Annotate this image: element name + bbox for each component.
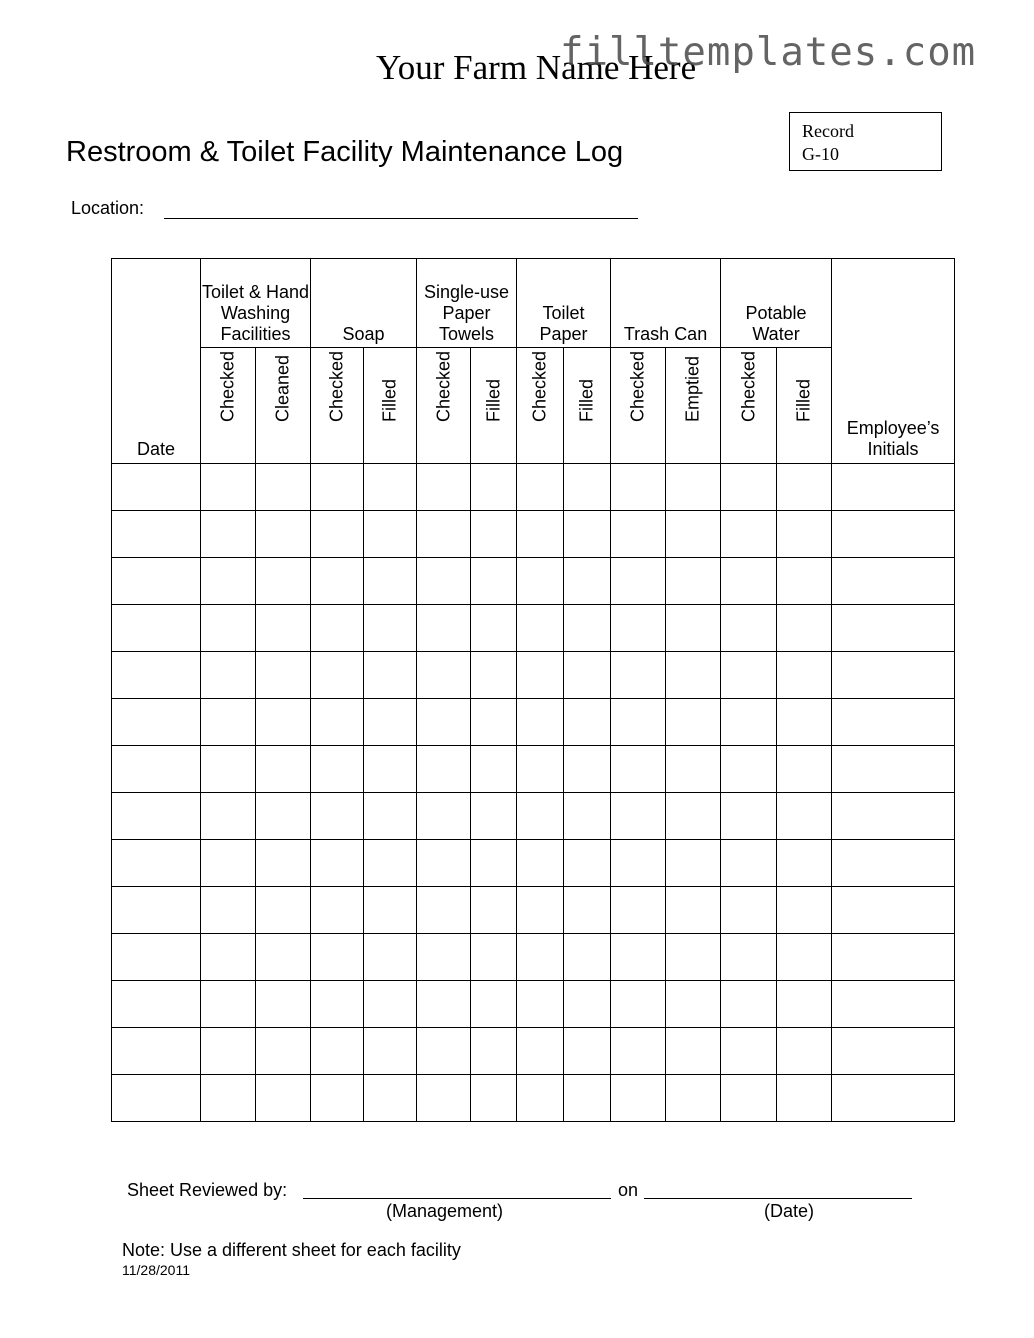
log-entry-cell[interactable] (517, 840, 564, 887)
log-entry-cell[interactable] (417, 934, 471, 981)
log-entry-cell[interactable] (517, 652, 564, 699)
review-date-field[interactable] (644, 1198, 912, 1199)
log-entry-cell[interactable] (832, 464, 955, 511)
log-entry-cell[interactable] (721, 1028, 777, 1075)
log-entry-cell[interactable] (611, 464, 666, 511)
maintenance-log-table (111, 258, 955, 1122)
sub-column-label: Filled (483, 378, 504, 422)
location-label: Location: (71, 198, 145, 218)
sub-column-label: Filled (576, 378, 597, 422)
log-entry-cell[interactable] (364, 840, 417, 887)
log-entry-cell[interactable] (666, 793, 721, 840)
log-entry-cell[interactable] (364, 464, 417, 511)
log-entry-cell[interactable] (201, 1075, 256, 1122)
sub-column-label: Checked (217, 350, 238, 422)
sub-column-header (364, 348, 417, 464)
log-entry-cell[interactable] (666, 464, 721, 511)
log-entry-cell[interactable] (832, 887, 955, 934)
log-entry-cell[interactable] (777, 981, 832, 1028)
log-entry-cell[interactable] (564, 1075, 611, 1122)
log-entry-cell[interactable] (311, 699, 364, 746)
log-entry-cell[interactable] (311, 887, 364, 934)
log-entry-cell[interactable] (611, 511, 666, 558)
log-entry-cell[interactable] (112, 746, 201, 793)
log-entry-cell[interactable] (517, 699, 564, 746)
log-entry-cell[interactable] (364, 605, 417, 652)
log-entry-cell[interactable] (777, 1028, 832, 1075)
group-header: Trash Can (611, 259, 721, 348)
log-entry-cell[interactable] (471, 887, 517, 934)
sub-column-label: Checked (326, 350, 347, 422)
location-field[interactable] (164, 218, 638, 219)
log-entry-cell[interactable] (417, 558, 471, 605)
log-entry-cell[interactable] (417, 887, 471, 934)
log-entry-cell[interactable] (201, 699, 256, 746)
log-entry-cell[interactable] (256, 746, 311, 793)
log-entry-cell[interactable] (311, 1075, 364, 1122)
log-entry-cell[interactable] (256, 558, 311, 605)
log-entry-cell[interactable] (832, 605, 955, 652)
log-entry-cell[interactable] (611, 605, 666, 652)
sub-column-label: Cleaned (272, 354, 293, 422)
log-entry-cell[interactable] (666, 840, 721, 887)
reviewed-by-label: Sheet Reviewed by: (127, 1180, 288, 1200)
log-entry-cell[interactable] (112, 464, 201, 511)
log-entry-cell[interactable] (721, 934, 777, 981)
sub-column-header (611, 348, 666, 464)
log-entry-cell[interactable] (721, 605, 777, 652)
log-entry-cell[interactable] (564, 840, 611, 887)
log-entry-cell[interactable] (517, 1075, 564, 1122)
log-entry-cell[interactable] (517, 558, 564, 605)
record-label: Record (802, 121, 854, 141)
log-entry-cell[interactable] (201, 558, 256, 605)
log-entry-cell[interactable] (721, 558, 777, 605)
log-entry-cell[interactable] (666, 652, 721, 699)
log-entry-cell[interactable] (256, 1028, 311, 1075)
log-entry-cell[interactable] (564, 793, 611, 840)
table-row (112, 887, 955, 934)
log-entry-cell[interactable] (364, 511, 417, 558)
log-entry-cell[interactable] (517, 887, 564, 934)
log-entry-cell[interactable] (471, 558, 517, 605)
log-entry-cell[interactable] (777, 840, 832, 887)
log-entry-cell[interactable] (832, 1075, 955, 1122)
facility-note: Note: Use a different sheet for each facility (122, 1240, 461, 1260)
log-entry-cell[interactable] (721, 840, 777, 887)
log-entry-cell[interactable] (777, 605, 832, 652)
sub-column-header (564, 348, 611, 464)
log-entry-cell[interactable] (666, 887, 721, 934)
log-entry-cell[interactable] (666, 1028, 721, 1075)
log-entry-cell[interactable] (311, 840, 364, 887)
log-entry-cell[interactable] (311, 652, 364, 699)
log-entry-cell[interactable] (611, 934, 666, 981)
date-caption: (Date) (764, 1201, 815, 1221)
log-entry-cell[interactable] (256, 652, 311, 699)
log-entry-cell[interactable] (721, 464, 777, 511)
log-entry-cell[interactable] (832, 981, 955, 1028)
log-entry-cell[interactable] (777, 746, 832, 793)
log-entry-cell[interactable] (364, 793, 417, 840)
log-entry-cell[interactable] (517, 981, 564, 1028)
sub-column-label: Checked (627, 350, 648, 422)
log-entry-cell[interactable] (256, 934, 311, 981)
log-entry-cell[interactable] (721, 652, 777, 699)
log-entry-cell[interactable] (471, 605, 517, 652)
log-entry-cell[interactable] (471, 934, 517, 981)
log-entry-cell[interactable] (517, 1028, 564, 1075)
log-entry-cell[interactable] (777, 464, 832, 511)
log-entry-cell[interactable] (611, 981, 666, 1028)
table-row (112, 1028, 955, 1075)
log-entry-cell[interactable] (256, 464, 311, 511)
sub-column-header (417, 348, 471, 464)
log-entry-cell[interactable] (201, 793, 256, 840)
log-entry-cell[interactable] (721, 1075, 777, 1122)
log-entry-cell[interactable] (564, 605, 611, 652)
log-entry-cell[interactable] (471, 793, 517, 840)
log-entry-cell[interactable] (777, 699, 832, 746)
log-entry-cell[interactable] (611, 746, 666, 793)
log-entry-cell[interactable] (112, 652, 201, 699)
log-entry-cell[interactable] (311, 746, 364, 793)
management-caption: (Management) (386, 1201, 504, 1221)
log-entry-cell[interactable] (666, 511, 721, 558)
log-entry-cell[interactable] (471, 511, 517, 558)
log-entry-cell[interactable] (417, 746, 471, 793)
log-entry-cell[interactable] (256, 699, 311, 746)
sub-column-label: Checked (433, 350, 454, 422)
log-entry-cell[interactable] (777, 934, 832, 981)
log-entry-cell[interactable] (112, 840, 201, 887)
log-entry-cell[interactable] (564, 652, 611, 699)
log-entry-cell[interactable] (112, 934, 201, 981)
log-entry-cell[interactable] (777, 511, 832, 558)
log-entry-cell[interactable] (832, 793, 955, 840)
log-entry-cell[interactable] (517, 793, 564, 840)
group-header: Potable Water (721, 259, 832, 348)
log-entry-cell[interactable] (721, 699, 777, 746)
log-entry-cell[interactable] (112, 558, 201, 605)
log-entry-cell[interactable] (611, 1075, 666, 1122)
log-entry-cell[interactable] (564, 934, 611, 981)
reviewed-by-field[interactable] (303, 1198, 611, 1199)
log-entry-cell[interactable] (832, 558, 955, 605)
table-row (112, 1075, 955, 1122)
log-entry-cell[interactable] (417, 793, 471, 840)
group-header: Toilet Paper (517, 259, 611, 348)
log-entry-cell[interactable] (471, 746, 517, 793)
log-entry-cell[interactable] (564, 1028, 611, 1075)
table-row (112, 511, 955, 558)
log-entry-cell[interactable] (471, 1028, 517, 1075)
log-entry-cell[interactable] (471, 699, 517, 746)
sub-column-header (517, 348, 564, 464)
log-entry-cell[interactable] (777, 652, 832, 699)
log-entry-cell[interactable] (611, 1028, 666, 1075)
log-entry-cell[interactable] (364, 1028, 417, 1075)
table-row (112, 746, 955, 793)
sub-column-header (256, 348, 311, 464)
record-box (789, 112, 942, 171)
log-entry-cell[interactable] (112, 699, 201, 746)
on-label: on (618, 1180, 639, 1200)
log-entry-cell[interactable] (417, 981, 471, 1028)
log-entry-cell[interactable] (311, 981, 364, 1028)
log-entry-cell[interactable] (611, 793, 666, 840)
log-entry-cell[interactable] (201, 605, 256, 652)
log-entry-cell[interactable] (364, 699, 417, 746)
log-entry-cell[interactable] (417, 605, 471, 652)
log-entry-cell[interactable] (201, 652, 256, 699)
table-row (112, 840, 955, 887)
table-row (112, 793, 955, 840)
log-entry-cell[interactable] (364, 887, 417, 934)
table-row (112, 934, 955, 981)
log-entry-cell[interactable] (112, 793, 201, 840)
log-entry-cell[interactable] (564, 699, 611, 746)
table-row (112, 699, 955, 746)
log-entry-cell[interactable] (777, 887, 832, 934)
log-entry-cell[interactable] (666, 1075, 721, 1122)
log-entry-cell[interactable] (364, 746, 417, 793)
log-entry-cell[interactable] (201, 464, 256, 511)
log-entry-cell[interactable] (256, 511, 311, 558)
log-entry-cell[interactable] (364, 1075, 417, 1122)
log-entry-cell[interactable] (832, 1028, 955, 1075)
log-entry-cell[interactable] (311, 605, 364, 652)
log-entry-cell[interactable] (517, 934, 564, 981)
log-entry-cell[interactable] (564, 558, 611, 605)
sub-column-header (666, 348, 721, 464)
log-entry-cell[interactable] (417, 652, 471, 699)
log-entry-cell[interactable] (311, 464, 364, 511)
log-entry-cell[interactable] (256, 887, 311, 934)
log-entry-cell[interactable] (112, 1075, 201, 1122)
group-header: Toilet & Hand Washing Facilities (201, 259, 311, 348)
log-entry-cell[interactable] (256, 1075, 311, 1122)
date-column-header: Date (112, 259, 201, 464)
group-header: Soap (311, 259, 417, 348)
group-header: Single-use Paper Towels (417, 259, 517, 348)
log-entry-cell[interactable] (311, 511, 364, 558)
sub-column-label: Checked (529, 350, 550, 422)
log-entry-cell[interactable] (832, 652, 955, 699)
document-title: Restroom & Toilet Facility Maintenance Log (66, 136, 624, 168)
log-entry-cell[interactable] (201, 840, 256, 887)
log-entry-cell[interactable] (564, 887, 611, 934)
sub-column-label: Filled (793, 378, 814, 422)
log-entry-cell[interactable] (721, 746, 777, 793)
log-entry-cell[interactable] (201, 887, 256, 934)
log-entry-cell[interactable] (256, 981, 311, 1028)
log-entry-cell[interactable] (256, 840, 311, 887)
log-entry-cell[interactable] (777, 1075, 832, 1122)
table-row (112, 558, 955, 605)
log-entry-cell[interactable] (201, 1028, 256, 1075)
log-entry-cell[interactable] (471, 1075, 517, 1122)
log-entry-cell[interactable] (517, 746, 564, 793)
log-entry-cell[interactable] (417, 511, 471, 558)
log-entry-cell[interactable] (564, 981, 611, 1028)
record-number: G-10 (802, 144, 839, 164)
log-entry-cell[interactable] (832, 511, 955, 558)
log-entry-cell[interactable] (777, 558, 832, 605)
log-entry-cell[interactable] (471, 981, 517, 1028)
log-entry-cell[interactable] (721, 793, 777, 840)
log-entry-cell[interactable] (471, 652, 517, 699)
log-entry-cell[interactable] (112, 605, 201, 652)
log-entry-cell[interactable] (666, 981, 721, 1028)
log-entry-cell[interactable] (666, 558, 721, 605)
log-entry-cell[interactable] (832, 699, 955, 746)
log-entry-cell[interactable] (611, 887, 666, 934)
log-entry-cell[interactable] (564, 511, 611, 558)
log-entry-cell[interactable] (666, 746, 721, 793)
log-entry-cell[interactable] (517, 605, 564, 652)
log-entry-cell[interactable] (311, 558, 364, 605)
log-entry-cell[interactable] (832, 934, 955, 981)
log-entry-cell[interactable] (417, 464, 471, 511)
log-entry-cell[interactable] (611, 652, 666, 699)
farm-name: Your Farm Name Here (376, 48, 697, 87)
log-entry-cell[interactable] (256, 605, 311, 652)
log-entry-cell[interactable] (201, 981, 256, 1028)
table-row (112, 464, 955, 511)
table-row (112, 605, 955, 652)
watermark: filltemplates.com (560, 30, 977, 75)
log-entry-cell[interactable] (564, 464, 611, 511)
log-entry-cell[interactable] (417, 840, 471, 887)
log-entry-cell[interactable] (564, 746, 611, 793)
sub-column-label: Emptied (682, 355, 703, 422)
log-entry-cell[interactable] (721, 511, 777, 558)
log-entry-cell[interactable] (471, 464, 517, 511)
log-entry-cell[interactable] (112, 981, 201, 1028)
log-entry-cell[interactable] (611, 558, 666, 605)
log-entry-cell[interactable] (311, 793, 364, 840)
sub-column-header (201, 348, 256, 464)
log-entry-cell[interactable] (611, 699, 666, 746)
sub-column-label: Checked (738, 350, 759, 422)
initials-column-header: Employee’s Initials (832, 259, 955, 464)
log-entry-cell[interactable] (311, 1028, 364, 1075)
sub-column-header (311, 348, 364, 464)
log-entry-cell[interactable] (364, 558, 417, 605)
log-entry-cell[interactable] (364, 934, 417, 981)
log-entry-cell[interactable] (471, 840, 517, 887)
sub-column-header (721, 348, 777, 464)
sub-column-header (777, 348, 832, 464)
log-entry-cell[interactable] (611, 840, 666, 887)
log-entry-cell[interactable] (112, 1028, 201, 1075)
table-row (112, 981, 955, 1028)
log-entry-cell[interactable] (364, 652, 417, 699)
log-entry-cell[interactable] (517, 511, 564, 558)
log-entry-cell[interactable] (666, 699, 721, 746)
sub-column-header (471, 348, 517, 464)
log-entry-cell[interactable] (517, 464, 564, 511)
log-entry-cell[interactable] (201, 511, 256, 558)
sub-column-label: Filled (379, 378, 400, 422)
log-entry-cell[interactable] (201, 746, 256, 793)
log-entry-cell[interactable] (417, 1075, 471, 1122)
log-entry-cell[interactable] (777, 793, 832, 840)
log-entry-cell[interactable] (721, 981, 777, 1028)
log-entry-cell[interactable] (112, 511, 201, 558)
log-entry-cell[interactable] (721, 887, 777, 934)
log-entry-cell[interactable] (417, 699, 471, 746)
log-entry-cell[interactable] (112, 887, 201, 934)
log-entry-cell[interactable] (364, 981, 417, 1028)
log-entry-cell[interactable] (256, 793, 311, 840)
log-entry-cell[interactable] (832, 746, 955, 793)
revision-date: 11/28/2011 (122, 1262, 190, 1278)
log-entry-cell[interactable] (832, 840, 955, 887)
log-entry-cell[interactable] (201, 934, 256, 981)
log-entry-cell[interactable] (666, 934, 721, 981)
log-entry-cell[interactable] (311, 934, 364, 981)
log-entry-cell[interactable] (417, 1028, 471, 1075)
table-row (112, 652, 955, 699)
log-entry-cell[interactable] (666, 605, 721, 652)
